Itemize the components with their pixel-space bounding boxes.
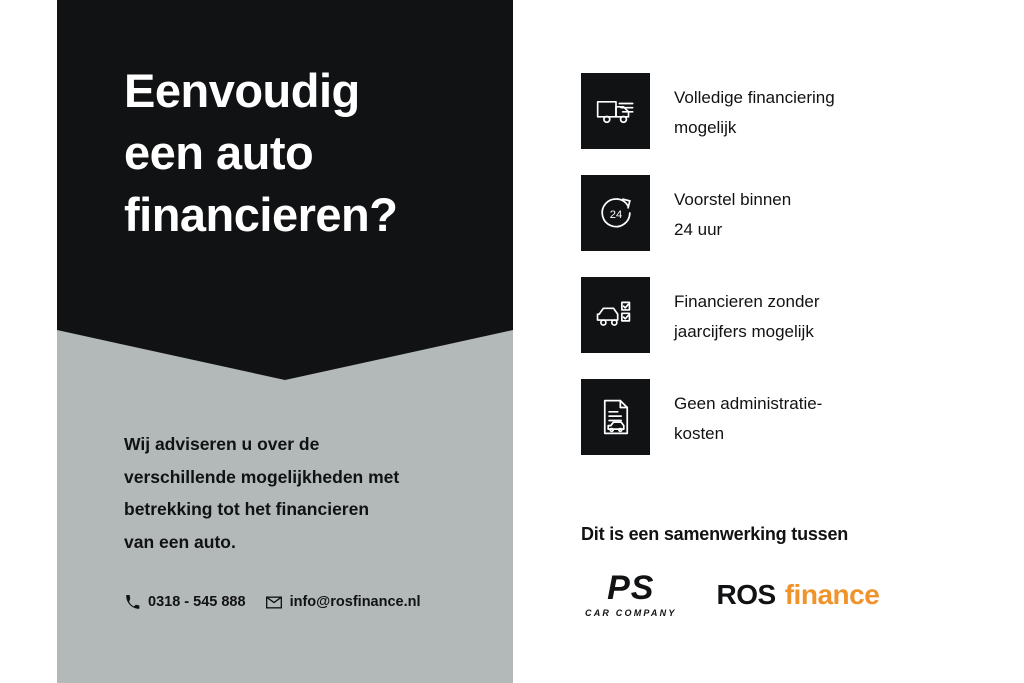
car-checklist-icon	[581, 277, 650, 353]
advice-line-4: van een auto.	[124, 531, 236, 552]
feature-item	[581, 73, 991, 149]
partner-logos	[581, 571, 1001, 618]
feature-text	[674, 73, 835, 143]
document-car-icon	[581, 379, 650, 455]
page-title	[124, 60, 513, 246]
feature-line-2: mogelijk	[674, 118, 737, 137]
feature-line-1: Voorstel binnen	[674, 190, 792, 209]
phone-number: 0318 - 545 888	[148, 594, 246, 610]
envelope-icon	[266, 594, 282, 610]
ps-logo-sub: CAR COMPANY	[585, 608, 677, 618]
svg-text:24: 24	[609, 209, 622, 222]
feature-list	[581, 73, 991, 481]
clock-24-hours-icon	[581, 175, 650, 251]
ros-finance-logo	[717, 579, 880, 611]
ros-logo-second: finance	[784, 578, 880, 610]
feature-line-1: Financieren zonder	[674, 292, 820, 311]
advice-line-1: Wij adviseren u over de	[124, 434, 320, 454]
feature-line-1: Volledige financiering	[674, 88, 835, 107]
partners-title: Dit is een samenwerking tussen	[581, 524, 849, 544]
email-address: info@rosfinance.nl	[289, 594, 421, 610]
headline-line-1: Eenvoudig	[124, 64, 360, 117]
advice-line-2: verschillende mogelijkheden met	[124, 466, 400, 487]
truck-delivery-icon	[581, 73, 650, 149]
phone-contact[interactable]	[124, 594, 246, 610]
left-panel	[57, 0, 513, 683]
feature-line-1: Geen administratie-	[674, 394, 823, 413]
feature-line-2: kosten	[674, 424, 725, 443]
feature-item	[581, 379, 991, 455]
advice-line-3: betrekking tot het financieren	[124, 499, 370, 519]
ps-car-company-logo	[585, 571, 677, 618]
headline-line-2: een auto	[124, 126, 314, 179]
partners-section	[581, 524, 1001, 618]
feature-text	[674, 277, 820, 347]
ps-logo-main: PS	[607, 569, 655, 607]
feature-text	[674, 379, 822, 449]
email-contact[interactable]	[266, 594, 421, 610]
phone-icon	[124, 594, 140, 610]
headline-line-3: financieren?	[124, 188, 398, 241]
feature-line-2: jaarcijfers mogelijk	[674, 322, 814, 341]
feature-text	[674, 175, 791, 245]
ros-logo-first: ROS	[716, 578, 776, 610]
feature-item	[581, 175, 991, 251]
feature-line-2: 24 uur	[674, 220, 723, 239]
feature-item	[581, 277, 991, 353]
contact-row	[124, 594, 421, 610]
advice-text	[124, 428, 484, 558]
